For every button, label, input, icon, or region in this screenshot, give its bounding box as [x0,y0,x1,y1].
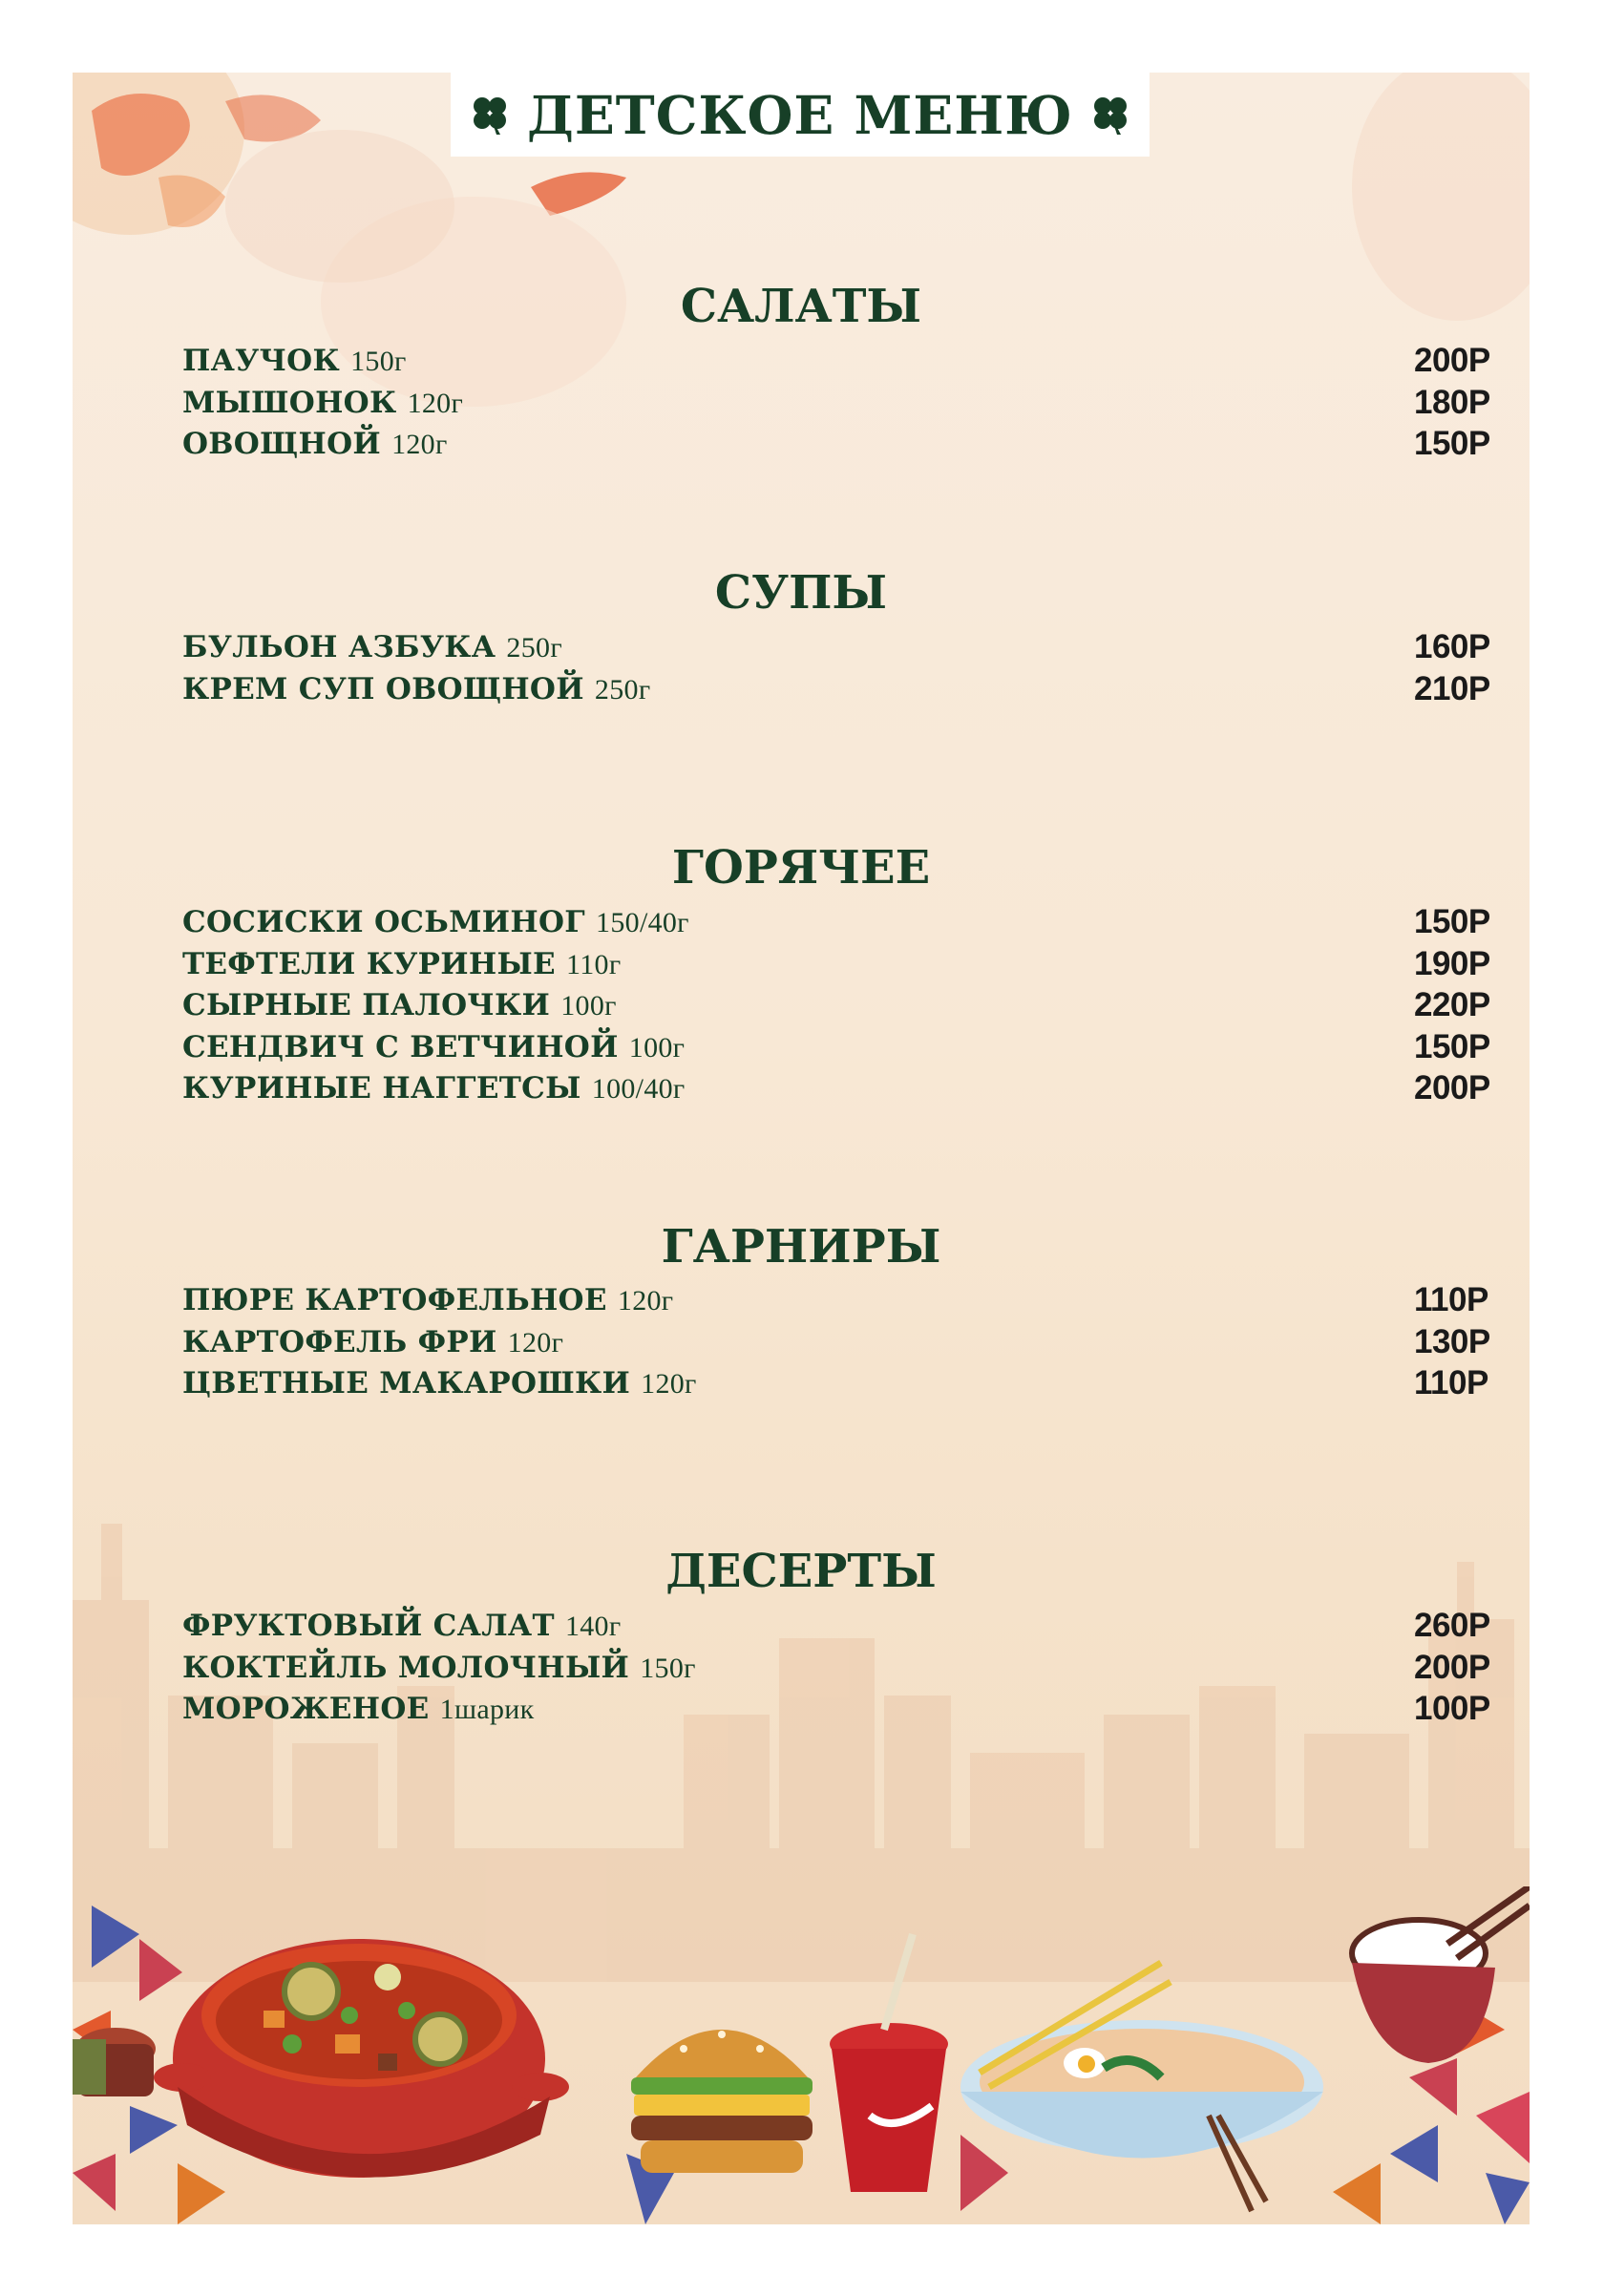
section-items-sides [182,1283,1500,1408]
item-name: ПЮРЕ КАРТОФЕЛЬНОЕ [182,1283,607,1317]
item-weight: 150г [350,346,407,377]
item-price: 200Р [1414,1069,1490,1106]
item-weight: 150/40г [596,907,689,938]
item-weight: 250г [594,673,651,706]
item-price: 160Р [1414,628,1490,665]
item-name: МЫШОНОК [182,385,397,420]
item-weight: 120г [407,387,464,419]
menu-item [182,1283,1500,1325]
section-items-salads [182,344,1500,469]
section-title-salads: САЛАТЫ [680,280,922,333]
item-price: 110Р [1414,1364,1488,1401]
clover-icon [1087,91,1134,138]
section-items-desserts [182,1609,1500,1734]
menu-item [182,630,1500,672]
menu-item [182,1648,1500,1693]
section-title-desserts: ДЕСЕРТЫ [665,1545,937,1598]
noodle-bowl-icon [960,1963,1323,2211]
item-price: 190Р [1414,944,1490,982]
item-price: 200Р [1414,1648,1490,1686]
menu-item [182,988,1500,1030]
menu-item [182,905,1500,947]
hot-pot-icon [73,2028,156,2096]
section-title-sides: ГАРНИРЫ [661,1220,941,1274]
menu-item [182,1322,1500,1367]
item-weight: 150г [640,1652,696,1684]
item-name: СЫРНЫЕ ПАЛОЧКИ [182,988,551,1022]
item-weight: 110г [566,948,622,980]
menu-title: ДЕТСКОЕ МЕНЮ [526,83,1074,146]
food-illustration [73,1886,1530,2224]
item-weight: 120г [617,1285,674,1317]
menu-item [182,669,1500,714]
menu-item [182,427,1500,469]
section-title-soups: СУПЫ [714,566,888,620]
menu-item [182,1027,1500,1072]
item-name: СОСИСКИ ОСЬМИНОГ [182,905,585,939]
item-price: 130Р [1414,1322,1490,1360]
item-weight: 100г [560,990,617,1022]
item-price: 180Р [1414,383,1490,421]
menu-item [182,344,1500,386]
item-name: КОКТЕЙЛЬ МОЛОЧНЫЙ [182,1650,630,1685]
item-price: 150Р [1414,1027,1490,1065]
menu-item [182,383,1500,428]
item-price: 220Р [1414,986,1490,1023]
section-items-soups [182,630,1500,713]
item-name: КУРИНЫЕ НАГГЕТСЫ [182,1071,581,1106]
item-name: БУЛЬОН АЗБУКА [182,630,496,664]
item-name: ТЕФТЕЛИ КУРИНЫЕ [182,946,556,981]
item-weight: 120г [391,429,448,460]
menu-item [182,1692,1500,1734]
menu-page [73,73,1530,2224]
section-items-hot [182,905,1500,1113]
item-name: МОРОЖЕНОЕ [182,1692,430,1726]
item-weight: 1шарик [439,1694,535,1725]
soup-pot-icon [154,1939,569,2178]
item-name: ЦВЕТНЫЕ МАКАРОШКИ [182,1366,631,1401]
menu-item [182,1609,1500,1651]
item-price: 150Р [1414,903,1490,940]
item-price: 100Р [1414,1690,1490,1727]
item-weight: 100/40г [591,1073,686,1105]
item-weight: 100г [628,1031,686,1064]
menu-item [182,1071,1500,1113]
item-weight: 250г [506,632,562,664]
menu-title-box [451,73,1150,157]
item-weight: 120г [507,1326,564,1359]
item-price: 200Р [1414,342,1490,379]
section-title-hot: ГОРЯЧЕЕ [671,841,931,895]
menu-item [182,944,1500,989]
item-name: ОВОЩНОЙ [182,427,381,461]
hot-pot-icon [1352,1886,1530,2063]
soda-cup-icon [830,1934,948,2192]
menu-item [182,1366,1500,1408]
item-name: ПАУЧОК [182,344,340,378]
clover-icon [466,91,514,138]
item-name: СЕНДВИЧ С ВЕТЧИНОЙ [182,1029,619,1064]
item-price: 150Р [1414,425,1490,462]
item-name: КАРТОФЕЛЬ ФРИ [182,1324,497,1359]
item-weight: 120г [641,1368,697,1400]
burger-icon [631,2030,813,2173]
item-price: 260Р [1414,1607,1490,1644]
item-name: КРЕМ СУП ОВОЩНОЙ [182,671,584,706]
item-name: ФРУКТОВЫЙ САЛАТ [182,1609,555,1643]
item-weight: 140г [564,1611,622,1642]
item-price: 210Р [1414,669,1490,707]
item-price: 110Р [1414,1281,1488,1318]
